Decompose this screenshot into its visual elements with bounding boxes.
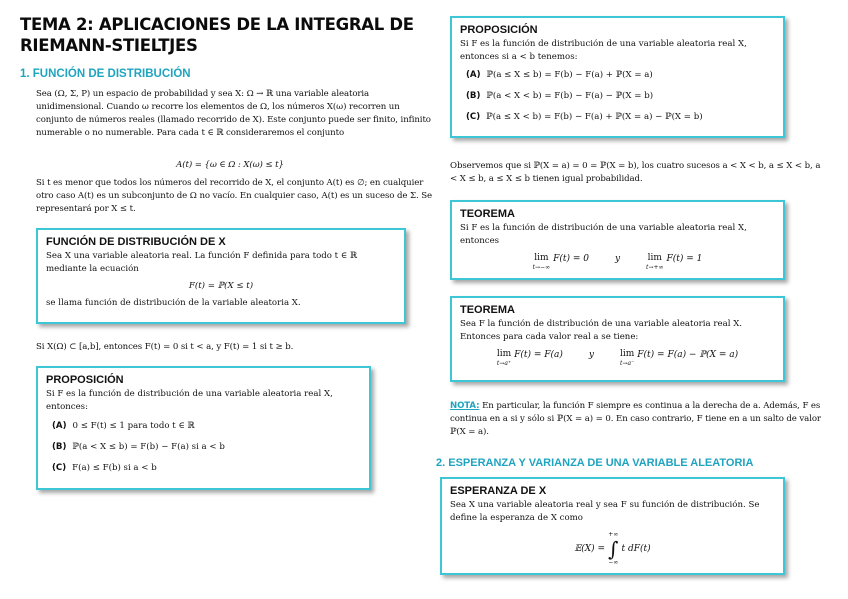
left-column: [20, 0, 420, 56]
limits-formula: lim t→−∞ F(t) = 0 y lim t→+∞ F(t) = 1: [532, 253, 703, 271]
box-heading: TEOREMA: [460, 304, 515, 316]
box-text: Si F es la función de distribución de una variable aleatoria real X, entonces:: [46, 389, 333, 412]
limit-minus-infinity: lim t→−∞ F(t) = 0: [532, 253, 589, 271]
limit-left: lim t→a⁻ F(t) = F(a) − ℙ(X = a): [620, 349, 739, 367]
box-formula: F(t) = ℙ(X ≤ t): [188, 281, 254, 291]
set-formula: A(t) = {ω ∈ Ω : X(ω) ≤ t}: [176, 160, 284, 170]
box-heading: PROPOSICIÓN: [460, 24, 538, 36]
box-text-2: se llama función de distribución de la variable aleatoria X.: [46, 298, 301, 308]
limit-right: lim t→a⁺ F(t) = F(a): [496, 349, 563, 367]
note-paragraph: [450, 400, 825, 439]
expectation-formula: 𝔼(X) = +∞ ∫ −∞ t dF(t): [574, 531, 651, 566]
expectation-box: [440, 477, 785, 575]
list-item: (C) ℙ(a ≤ X < b) = F(b) − F(a) + ℙ(X = a) − ℙ(X = b): [466, 112, 703, 122]
box-text: Sea F la función de distribución de una variable aleatoria real X. Entonces para cada valor real a se tiene:: [460, 319, 743, 342]
box-heading: ESPERANZA DE X: [450, 485, 547, 497]
section-1-paragraph: Sea (Ω, Σ, P) un espacio de probabilidad y sea X: Ω → ℝ una variable aleatoria unidimensional. Cuando ω recorre los elementos de Ω, los números X(ω) recorren un conjunto de números reales (llamado recorrido de X). Este conjunto puede ser finito, infinito numerable o no numerable. Para cada t ∈ ℝ consideraremos el conjunto: [36, 89, 431, 138]
note-label: NOTA:: [450, 401, 480, 411]
section-1-paragraph-2: Si t es menor que todos los números del recorrido de X, el conjunto A(t) es ∅; en cualquier otro caso A(t) es un subconjunto de Ω no vacío. En cualquier caso, A(t) es un suceso de Σ. Se representará por X ≤ t.: [36, 178, 432, 214]
list-item: (A) 0 ≤ F(t) ≤ 1 para todo t ∈ ℝ: [52, 421, 195, 431]
proposition-box-2: [450, 16, 785, 138]
note-text: En particular, la función F siempre es continua a la derecha de a. Además, F es continua en a si y sólo si ℙ(X = a) = 0. En caso contrario, F tiene en a un salto de valor ℙ(X = a).: [450, 401, 821, 437]
distribution-function-box: [36, 228, 406, 324]
list-item: (A) ℙ(a ≤ X ≤ b) = F(b) − F(a) + ℙ(X = a): [466, 70, 653, 80]
observation-paragraph: Observemos que si ℙ(X = a) = 0 = ℙ(X = b), los cuatro sucesos a < X < b, a ≤ X < b, a < X ≤ b, a ≤ X ≤ b tienen igual probabilidad.: [450, 161, 821, 184]
limit-plus-infinity: lim t→+∞ F(t) = 1: [646, 253, 703, 271]
theorem-box-1: [450, 200, 785, 280]
box-heading: TEOREMA: [460, 208, 515, 220]
limits-formula: lim t→a⁺ F(t) = F(a) y lim t→a⁻ F(t) = F(a) − ℙ(X = a): [496, 349, 739, 367]
page-title: TEMA 2: APLICACIONES DE LA INTEGRAL DE RIEMANN-STIELTJES: [20, 15, 414, 55]
box-text: Sea X una variable aleatoria real y sea F su función de distribución. Se define la esperanza de X como: [450, 500, 760, 523]
list-item: (C) F(a) ≤ F(b) si a < b: [52, 463, 157, 473]
box-heading: FUNCIÓN DE DISTRIBUCIÓN DE X: [46, 236, 226, 248]
proposition-box-1: [36, 366, 371, 490]
omega-paragraph: Si X(Ω) ⊂ [a,b], entonces F(t) = 0 si t < a, y F(t) = 1 si t ≥ b.: [36, 342, 294, 352]
box-text: Si F es la función de distribución de una variable aleatoria real X, entonces: [460, 223, 747, 246]
section-1-heading: 1. FUNCIÓN DE DISTRIBUCIÓN: [20, 68, 191, 80]
box-heading: PROPOSICIÓN: [46, 374, 124, 386]
list-item: (B) ℙ(a < X < b) = F(b) − F(a) − ℙ(X = b): [466, 91, 654, 101]
integral-sign: +∞ ∫ −∞: [608, 531, 619, 566]
list-item: (B) ℙ(a < X ≤ b) = F(b) − F(a) si a < b: [52, 442, 225, 452]
box-text: Si F es la función de distribución de una variable aleatoria real X, entonces si a < b tenemos:: [460, 39, 747, 62]
theorem-box-2: [450, 296, 785, 382]
section-2-heading: 2. ESPERANZA Y VARIANZA DE UNA VARIABLE ALEATORIA: [436, 457, 754, 469]
box-text: Sea X una variable aleatoria real. La función F definida para todo t ∈ ℝ mediante la ecuación: [46, 251, 358, 274]
